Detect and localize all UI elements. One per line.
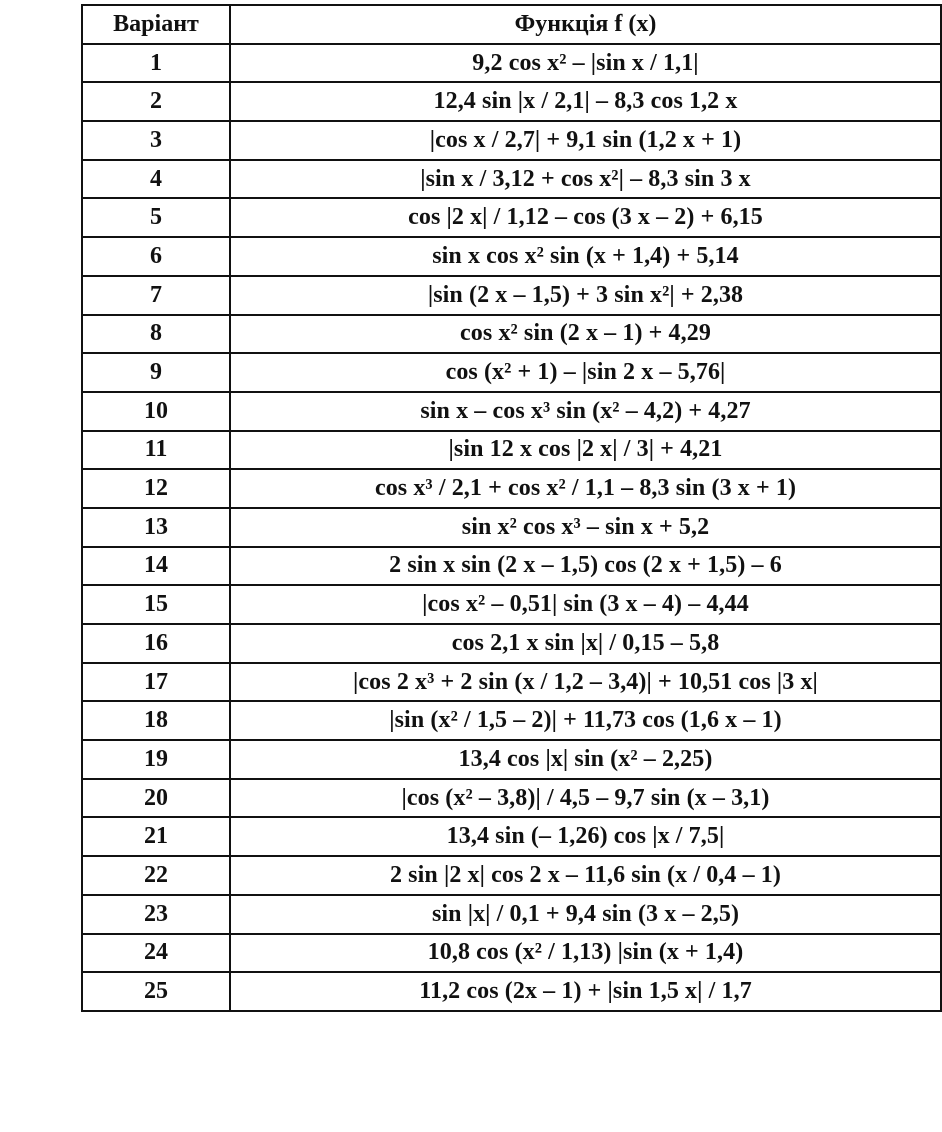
table-row xyxy=(82,82,941,121)
variant-cell: 15 xyxy=(82,585,230,624)
variant-cell: 22 xyxy=(82,856,230,895)
function-cell: |cos 2 x³ + 2 sin (x / 1,2 – 3,4)| + 10,51 cos |3 x| xyxy=(230,663,941,702)
table-row xyxy=(82,934,941,973)
function-cell: 13,4 cos |x| sin (x² – 2,25) xyxy=(230,740,941,779)
variant-cell: 1 xyxy=(82,44,230,83)
table-row xyxy=(82,237,941,276)
variant-cell: 19 xyxy=(82,740,230,779)
variant-cell: 7 xyxy=(82,276,230,315)
table-body xyxy=(82,44,941,1011)
function-cell: sin |x| / 0,1 + 9,4 sin (3 x – 2,5) xyxy=(230,895,941,934)
function-cell: |sin (x² / 1,5 – 2)| + 11,73 cos (1,6 x – 1) xyxy=(230,701,941,740)
function-cell: |sin (2 x – 1,5) + 3 sin x²| + 2,38 xyxy=(230,276,941,315)
table-row xyxy=(82,972,941,1011)
table-row xyxy=(82,547,941,586)
variant-cell: 9 xyxy=(82,353,230,392)
variant-cell: 2 xyxy=(82,82,230,121)
variant-cell: 17 xyxy=(82,663,230,702)
function-cell: 13,4 sin (– 1,26) cos |x / 7,5| xyxy=(230,817,941,856)
function-cell: 2 sin |2 x| cos 2 x – 11,6 sin (x / 0,4 – 1) xyxy=(230,856,941,895)
function-cell: 12,4 sin |x / 2,1| – 8,3 cos 1,2 x xyxy=(230,82,941,121)
variant-cell: 18 xyxy=(82,701,230,740)
table-row xyxy=(82,779,941,818)
function-cell: sin x cos x² sin (x + 1,4) + 5,14 xyxy=(230,237,941,276)
table-row xyxy=(82,856,941,895)
variant-cell: 4 xyxy=(82,160,230,199)
table-row xyxy=(82,508,941,547)
function-cell: cos |2 x| / 1,12 – cos (3 x – 2) + 6,15 xyxy=(230,198,941,237)
function-cell: 10,8 cos (x² / 1,13) |sin (x + 1,4) xyxy=(230,934,941,973)
header-function: Функція f (x) xyxy=(230,5,941,44)
function-cell: cos (x² + 1) – |sin 2 x – 5,76| xyxy=(230,353,941,392)
variant-cell: 21 xyxy=(82,817,230,856)
function-cell: sin x² cos x³ – sin x + 5,2 xyxy=(230,508,941,547)
table-row xyxy=(82,701,941,740)
variant-cell: 24 xyxy=(82,934,230,973)
function-cell: |sin 12 x cos |2 x| / 3| + 4,21 xyxy=(230,431,941,470)
table-row xyxy=(82,160,941,199)
function-cell: |cos x² – 0,51| sin (3 x – 4) – 4,44 xyxy=(230,585,941,624)
variant-cell: 16 xyxy=(82,624,230,663)
table-row xyxy=(82,392,941,431)
variant-cell: 10 xyxy=(82,392,230,431)
header-row xyxy=(82,5,941,44)
table-row xyxy=(82,276,941,315)
table-row xyxy=(82,585,941,624)
table-row xyxy=(82,624,941,663)
function-cell: |sin x / 3,12 + cos x²| – 8,3 sin 3 x xyxy=(230,160,941,199)
table-row xyxy=(82,895,941,934)
table-row xyxy=(82,663,941,702)
table-row xyxy=(82,353,941,392)
table-row xyxy=(82,198,941,237)
variant-cell: 23 xyxy=(82,895,230,934)
table-row xyxy=(82,431,941,470)
function-cell: |cos (x² – 3,8)| / 4,5 – 9,7 sin (x – 3,1) xyxy=(230,779,941,818)
variant-cell: 25 xyxy=(82,972,230,1011)
table-row xyxy=(82,817,941,856)
functions-table xyxy=(81,4,942,1012)
variant-cell: 11 xyxy=(82,431,230,470)
table-row xyxy=(82,44,941,83)
variant-cell: 20 xyxy=(82,779,230,818)
table-row xyxy=(82,315,941,354)
function-cell: cos 2,1 x sin |x| / 0,15 – 5,8 xyxy=(230,624,941,663)
function-cell: cos x² sin (2 x – 1) + 4,29 xyxy=(230,315,941,354)
table-row xyxy=(82,121,941,160)
function-cell: sin x – cos x³ sin (x² – 4,2) + 4,27 xyxy=(230,392,941,431)
variant-cell: 6 xyxy=(82,237,230,276)
table-row xyxy=(82,469,941,508)
function-cell: 2 sin x sin (2 x – 1,5) cos (2 x + 1,5) – 6 xyxy=(230,547,941,586)
variant-cell: 8 xyxy=(82,315,230,354)
function-cell: cos x³ / 2,1 + cos x² / 1,1 – 8,3 sin (3 x + 1) xyxy=(230,469,941,508)
function-cell: 9,2 cos x² – |sin x / 1,1| xyxy=(230,44,941,83)
header-variant: Варіант xyxy=(82,5,230,44)
variant-cell: 5 xyxy=(82,198,230,237)
function-cell: |cos x / 2,7| + 9,1 sin (1,2 x + 1) xyxy=(230,121,941,160)
variant-cell: 14 xyxy=(82,547,230,586)
variant-cell: 12 xyxy=(82,469,230,508)
variant-cell: 3 xyxy=(82,121,230,160)
function-cell: 11,2 cos (2x – 1) + |sin 1,5 x| / 1,7 xyxy=(230,972,941,1011)
table-row xyxy=(82,740,941,779)
variant-cell: 13 xyxy=(82,508,230,547)
